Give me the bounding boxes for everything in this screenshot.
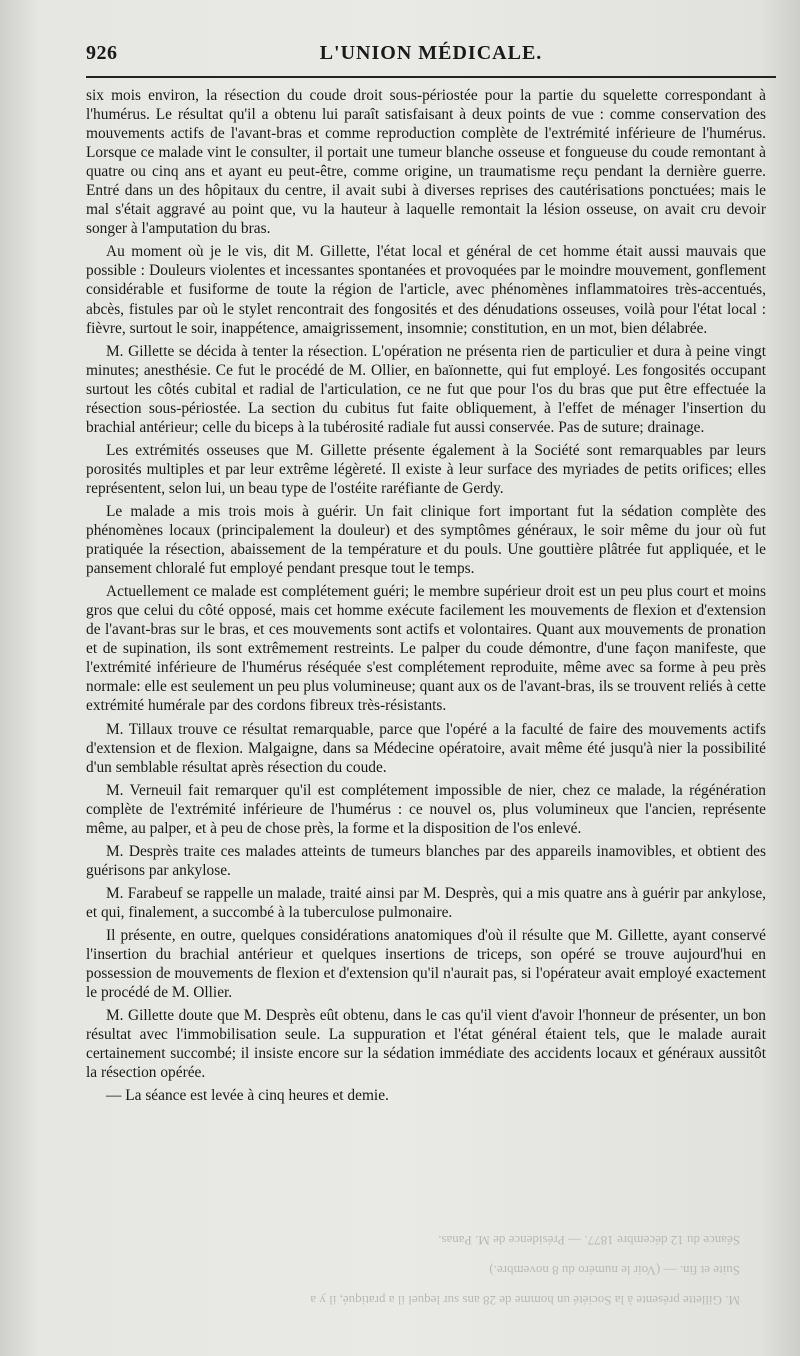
paragraph-2: Au moment où je le vis, dit M. Gillette, l'état local et général de cet homme était aussi mauvais que possible : Douleurs violentes et incessantes spontanées et provoquées par le moindre mouvement, gonflement considérable et fusiforme de toute la région de l'article, avec phénomènes inflammatoires très-accentués, abcès, fistules par où le stylet rencontrait des fongosités et des dénudations osseuses, voilà pour l'état local : fièvre, surtout le soir, inappétence, amaigrissement, insomnie; constitution, en un mot, bien délabrée. <box>86 243 766 337</box>
journal-title: L'UNION MÉDICALE. <box>319 42 543 64</box>
paragraph-closing: — La séance est levée à cinq heures et demie. <box>106 1087 389 1105</box>
paragraph-3: M. Gillette se décida à tenter la résection. L'opération ne présenta rien de particulier et dura à peine vingt minutes; anesthésie. Ce fut le procédé de M. Ollier, en baïonnette, qui fut employé. Les fongosités occupant surtout les côtés cubital et radial de l'articulation, ce ne fut que pour l'os du bras que put être effectuée la résection sous-périostée. La section du cubitus fut faite obliquement, à l'effet de ménager l'insertion du brachial antérieur; celle du biceps à la tubérosité radiale fut aussi conservée. Pas de suture; drainage. <box>86 342 766 436</box>
article-body <box>86 86 766 1109</box>
page-number: 926 <box>86 42 118 64</box>
paragraph-1: six mois environ, la résection du coude droit sous-périostée pour la partie du squelette correspondant à l'humérus. Le résultat qu'il a obtenu lui paraît satisfaisant à deux points de vue : comme conservation des mouvements actifs de l'avant-bras et comme reproduction complète de l'extrémité inférieure de l'humérus. Lorsque ce malade vint le consulter, il portait une tumeur blanche osseuse et fongueuse du coude remontant à quatre ou cinq ans et ayant eu peut-être, comme origine, un traumatisme reçu pendant la dernière guerre. Entré dans un des hôpitaux du centre, il avait subi à diverses reprises des cautérisations ponctuées; mais le mal s'était aggravé au point que, vu la hauteur à laquelle remontait la lésion osseuse, on avait cru devoir songer à l'amputation du bras. <box>86 87 766 238</box>
bleed-through-line-2: Suite et fin. — (Voir le numéro du 8 novembre.) <box>489 1263 740 1278</box>
paragraph-8: M. Verneuil fait remarquer qu'il est complétement impossible de nier, chez ce malade, la régénération complète de l'extrémité inférieure de l'humérus : ce nouvel os, plus volumineux que l'ancien, représente même, au palper, et à peu de chose près, la forme et la disposition de l'os enlevé. <box>86 781 766 837</box>
paragraph-7: M. Tillaux trouve ce résultat remarquable, parce que l'opéré a la faculté de faire des mouvements actifs d'extension et de flexion. Malgaigne, dans sa Médecine opératoire, avait même été jusqu'à nier la possibilité d'un semblable résultat après résection du coude. <box>86 720 766 776</box>
paragraph-11: Il présente, en outre, quelques considérations anatomiques d'où il résulte que M. Gillette, ayant conservé l'insertion du brachial antérieur et quelques insertions de triceps, son opéré se trouve aujourd'hui en possession de mouvements de flexion et d'extension qu'il n'aurait pas, si l'opérateur avait employé exactement le procédé de M. Ollier. <box>86 926 766 1002</box>
paragraph-12: M. Gillette doute que M. Desprès eût obtenu, dans le cas qu'il vient d'avoir l'honneur de présenter, un bon résultat avec l'immobilisation seule. La suppuration et l'état général étaient tels, que le malade aurait certainement succombé; il insiste encore sur la sédation immédiate des accidents locaux et généraux aussitôt la résection opérée. <box>86 1007 766 1082</box>
bleed-through-line-3: M. Gillette présente à la Société un homme de 28 ans sur lequel il a pratiqué, il y a <box>310 1293 740 1308</box>
header-rule <box>86 76 776 78</box>
paragraph-10: M. Farabeuf se rappelle un malade, traité ainsi par M. Desprès, qui a mis quatre ans à guérir par ankylose, et qui, finalement, a succombé à la tuberculose pulmonaire. <box>86 884 766 921</box>
paragraph-4: Les extrémités osseuses que M. Gillette présente également à la Société sont remarquables par leurs porosités multiples et par leur extrême légèreté. Il existe à leur surface des myriades de petits orifices; elles représentent, selon lui, un beau type de l'ostéite raréfiante de Gerdy. <box>86 441 766 497</box>
bleed-through-line-1: Séance du 12 décembre 1877. — Présidence de M. Panas. <box>438 1233 740 1248</box>
paragraph-6: Actuellement ce malade est complétement guéri; le membre supérieur droit est un peu plus court et moins gros que celui du côté opposé, mais cet homme exécute facilement les mouvements de flexion et d'extension de l'avant-bras sur le bras, et ces mouvements sont actifs et volontaires. Quant aux mouvements de pronation et de supination, ils sont extrêmement restreints. Le palper du coude démontre, d'une façon manifeste, que l'extrémité inférieure de l'humérus réséquée s'est complétement reproduite, même avec sa forme à peu près normale: elle est seulement un peu plus volumineuse; quant aux os de l'avant-bras, ils se trouvent reliés à cette extrémité humérale par des cordons fibreux très-résistants. <box>86 583 766 715</box>
paragraph-5: Le malade a mis trois mois à guérir. Un fait clinique fort important fut la sédation complète des phénomènes locaux (principalement la douleur) et des symptômes généraux, le soir même du jour où fut pratiquée la résection, abaissement de la température et du pouls. Une gouttière plâtrée fut appliquée, et le pansement chloralé fut employé pendant presque tout le temps. <box>86 502 766 578</box>
page-header <box>86 38 776 72</box>
paragraph-9: M. Desprès traite ces malades atteints de tumeurs blanches par des appareils inamovibles, et obtient des guérisons par ankylose. <box>86 842 766 879</box>
